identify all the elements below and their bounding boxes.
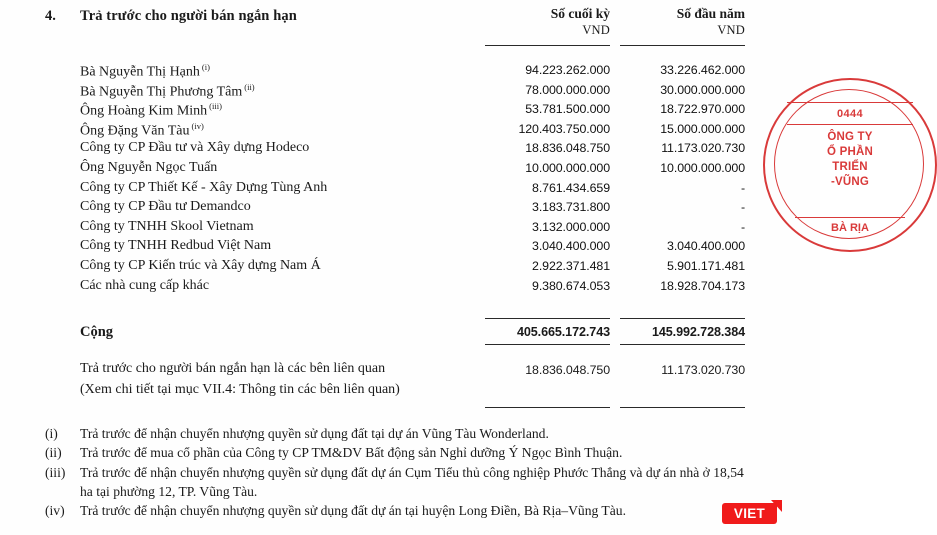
- column-header-beginning-year-label: Số đầu năm: [676, 6, 745, 21]
- row-value-beginning-year: 30.000.000.000: [660, 82, 745, 97]
- row-value-current-period: 10.000.000.000: [525, 160, 610, 175]
- row-value-beginning-year: 11.173.020.730: [661, 141, 745, 156]
- footnotes-list: [0, 424, 790, 520]
- table-row: [0, 219, 820, 239]
- header-rule-column-2: [620, 45, 745, 46]
- table-row: [0, 238, 820, 258]
- table-row: [0, 101, 820, 121]
- column-header-beginning-year-unit: VND: [717, 23, 745, 37]
- related-parties-value-beginning-year: 11.173.020.730: [661, 363, 745, 377]
- table-row: [0, 278, 820, 298]
- footnote-text: Trả trước để nhận chuyển nhượng quyền sử dụng đất tại dự án Vũng Tàu Wonderland.: [80, 426, 549, 441]
- row-label: Ông Đặng Văn Tàu $^{(iv)}$: [80, 120, 204, 139]
- stamp-rule-mid: [787, 124, 913, 125]
- table-row: [0, 258, 820, 278]
- row-footnote-marker: (iv): [191, 120, 204, 131]
- viet-logo-text: VIET: [722, 503, 777, 524]
- row-value-current-period: 2.922.371.481: [532, 258, 610, 273]
- footnote-marker: (i): [45, 426, 58, 441]
- section-heading: [0, 8, 460, 30]
- row-label: Bà Nguyễn Thị Hạnh $^{(i)}$: [80, 62, 210, 80]
- row-value-beginning-year: -: [740, 180, 745, 195]
- stamp-line-1: ÔNG TY: [827, 131, 873, 143]
- row-label: Bà Nguyễn Thị Phương Tâm $^{(ii)}$: [80, 81, 255, 100]
- total-value-beginning-year: 145.992.728.384: [651, 325, 745, 339]
- footnote-text: Trả trước để mua cổ phần của Công ty CP TM&DV Bất động sản Nghỉ dưỡng Ý Ngọc Bình Thuận.: [80, 445, 623, 461]
- stamp-bottom-text: BÀ RỊA: [831, 222, 869, 234]
- row-value-beginning-year: 18.722.970.000: [660, 102, 745, 117]
- stamp-line-2: Ổ PHẦN: [827, 146, 873, 158]
- row-value-beginning-year: 3.040.400.000: [667, 239, 745, 254]
- prepayment-table-body: [0, 62, 820, 297]
- stamp-rule-bottom: [795, 217, 905, 218]
- column-header-current-period: [470, 6, 610, 38]
- row-value-beginning-year: -: [740, 200, 745, 215]
- table-row: [0, 62, 820, 82]
- row-label: Các nhà cung cấp khác: [80, 277, 210, 293]
- row-value-current-period: 8.761.434.659: [532, 180, 610, 195]
- total-row: [0, 318, 820, 348]
- footnote-item: [0, 443, 790, 462]
- footnote-text: Trả trước để nhận chuyển nhượng quyền sử dụng đất dự án Cụm Tiểu thủ công nghiệp Phước Thắng và dự án nhà ở 18,54 ha tại phường 12, TP. Vũng Tàu.: [80, 464, 744, 499]
- row-label: Công ty TNHH Redbud Việt Nam: [80, 238, 272, 254]
- row-value-beginning-year: 10.000.000.000: [660, 160, 745, 175]
- table-row: [0, 199, 820, 219]
- table-row: [0, 160, 820, 180]
- footnote-text: Trả trước để nhận chuyển nhượng quyền sử dụng đất dự án tại huyện Long Điền, Bà Rịa–Vũng Tàu.: [80, 503, 626, 519]
- row-value-beginning-year: 5.901.171.481: [667, 258, 745, 273]
- footnote-marker: (iii): [45, 464, 66, 480]
- total-label: Cộng: [80, 324, 114, 340]
- related-parties-value-current-period: 18.836.048.750: [525, 363, 610, 377]
- total-rule-top-column-2: [620, 318, 745, 319]
- row-value-current-period: 3.183.731.800: [532, 200, 610, 215]
- related-parties-reference: (Xem chi tiết tại mục VII.4: Thông tin các bên liên quan): [80, 382, 400, 397]
- company-seal-stamp: [763, 78, 937, 252]
- row-label: Công ty CP Đầu tư và Xây dựng Hodeco: [80, 140, 310, 156]
- table-row: [0, 140, 820, 160]
- header-rule-column-1: [485, 45, 610, 46]
- page-title: Trả trước cho người bán ngắn hạn: [80, 8, 297, 24]
- section-number: 4.: [45, 8, 56, 24]
- row-value-current-period: 3.040.400.000: [532, 239, 610, 254]
- row-value-beginning-year: -: [740, 219, 745, 234]
- table-row: [0, 82, 820, 102]
- table-row: [0, 121, 820, 141]
- footnote-item: [0, 463, 790, 502]
- footnote-marker: (iv): [45, 503, 65, 519]
- row-value-beginning-year: 33.226.462.000: [660, 63, 745, 77]
- row-label: Công ty TNHH Skool Vietnam: [80, 218, 254, 234]
- bottom-rule-column-2: [620, 407, 745, 408]
- row-footnote-marker: (i): [201, 62, 210, 72]
- footnote-item: [0, 501, 790, 520]
- related-parties-label: Trả trước cho người bán ngắn hạn là các bên liên quan: [80, 361, 386, 376]
- row-value-current-period: 94.223.262.000: [525, 63, 610, 77]
- row-label: Ông Hoàng Kim Minh $^{(iii)}$: [80, 101, 222, 119]
- row-value-current-period: 3.132.000.000: [532, 219, 610, 234]
- row-value-current-period: 78.000.000.000: [525, 82, 610, 97]
- column-header-current-period-label: Số cuối kỳ: [550, 6, 610, 21]
- row-value-current-period: 120.403.750.000: [518, 121, 610, 136]
- stamp-code: 0444: [836, 108, 864, 120]
- row-value-current-period: 9.380.674.053: [532, 278, 610, 293]
- column-header-beginning-year: [605, 6, 745, 38]
- stamp-line-4: -VŨNG: [830, 176, 870, 188]
- footnote-marker: (ii): [45, 445, 62, 461]
- total-value-current-period: 405.665.172.743: [516, 325, 610, 339]
- column-header-current-period-unit: VND: [582, 23, 610, 37]
- stamp-rule-top: [787, 102, 913, 103]
- total-rule-top-column-1: [485, 318, 610, 319]
- total-rule-bottom-column-2: [620, 344, 745, 345]
- bottom-rule-column-1: [485, 407, 610, 408]
- stamp-line-3: TRIỂN: [832, 161, 868, 173]
- row-footnote-marker: (ii): [244, 81, 255, 92]
- table-row: [0, 180, 820, 200]
- total-rule-bottom-column-1: [485, 344, 610, 345]
- row-footnote-marker: (iii): [209, 101, 222, 112]
- footnote-item: [0, 424, 790, 443]
- row-value-current-period: 18.836.048.750: [525, 141, 610, 156]
- viet-logo: [722, 500, 784, 524]
- row-label: Công ty CP Thiết Kế - Xây Dựng Tùng Anh: [80, 179, 328, 195]
- row-value-beginning-year: 18.928.704.173: [660, 278, 745, 293]
- stamp-text-lines: [765, 130, 935, 190]
- row-label: Ông Nguyễn Ngọc Tuấn: [80, 159, 218, 175]
- row-label: Công ty CP Đầu tư Demandco: [80, 199, 251, 215]
- row-value-beginning-year: 15.000.000.000: [660, 121, 745, 136]
- row-value-current-period: 53.781.500.000: [525, 102, 610, 117]
- row-label: Công ty CP Kiến trúc và Xây dựng Nam Á: [80, 257, 321, 273]
